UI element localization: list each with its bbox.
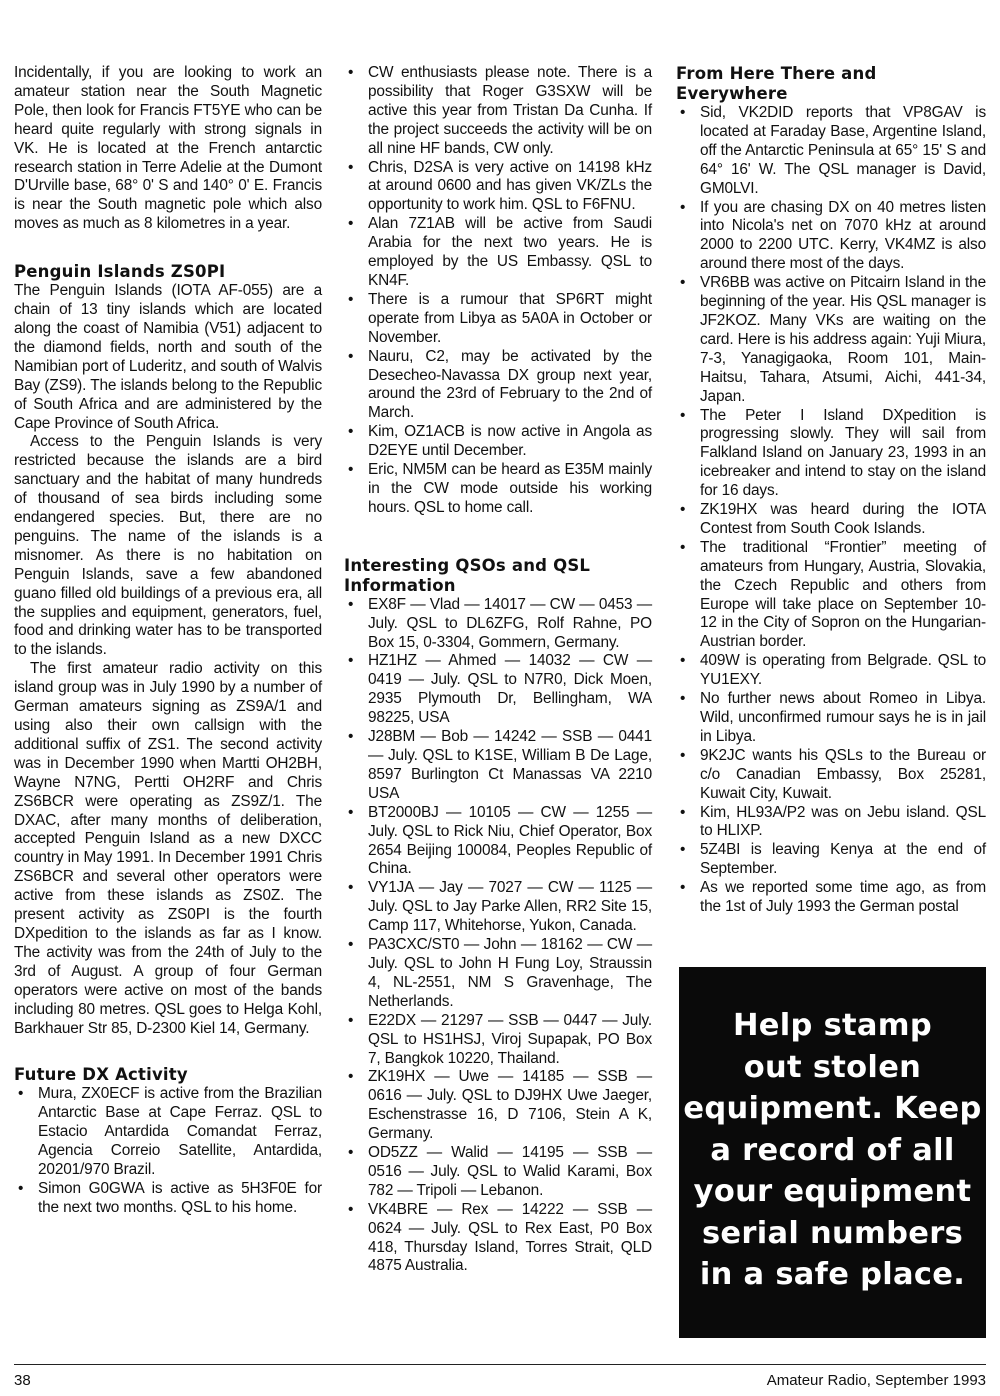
list-item: • No further news about Romeo in Libya. Wild, unconfirmed rumour says he is in jail in Libya. (676, 690, 986, 747)
list-item: • 5Z4BI is leaving Kenya at the end of September. (676, 841, 986, 879)
equipment-ad-box (679, 967, 986, 1338)
penguin-paragraph-3: The first amateur radio activity on this island group was in July 1990 by a number of German amateurs signing as ZS9A/1 and using also their own callsign with the additional suffix of ZS1. The second activity was in December 1990 when Martti OH2BH, Wayne N7NG, Pertti OH2RF and Chris ZS6BCR were operating as ZS9Z/1. The DXAC, after many months of deliberation, accepted Penguin Island as a new DXCC country in May 1991. In December 1991 Chris ZS6BCR and several other operators were active from these islands as ZS0Z. The present activity as ZS0PI is the fourth DXpedition to the islands as far as I know. The activity was from the 24th of July to the 3rd of August. A group of four German operators were active on most of the bands including 80 metres. QSL goes to Helga Kohl, Barkhauer Str 85, D-2300 Kiel 14, Germany. (14, 660, 322, 1037)
list-item: • BT2000BJ — 10105 — CW — 1255 — July. QSL to Rick Niu, Chief Operator, Box 2654 Beijing 100084, Peoples Republic of China. (344, 804, 652, 880)
everywhere-list (676, 104, 986, 917)
list-item: • OD5ZZ — Walid — 14195 — SSB — 0516 — July. QSL to Walid Karami, Box 782 — Tripoli — Lebanon. (344, 1144, 652, 1201)
list-item: • EX8F — Vlad — 14017 — CW — 0453 — July. QSL to DL6ZFG, Rolf Rahne, PO Box 15, 0-3304, Gommern, Germany. (344, 596, 652, 653)
ad-line: equipment. Keep (683, 1091, 982, 1126)
everywhere-heading-line-2: Everywhere (676, 84, 788, 103)
list-item: • VR6BB was active on Pitcairn Island in the beginning of the year. His QSL manager is JF2KOZ. Many VKs are waiting on the card. Here is his address again: Yuji Miura, 7-3, Yanagigaoka, Room 101, Main-Haitsu, Tahara, Atsumi, Aichi, 441-34, Japan. (676, 274, 986, 406)
penguin-paragraph-2: Access to the Penguin Islands is very restricted because the islands are a bird sanctuary and the habitat of many hundreds of thousand of sea birds including some endangered species. But, there are no penguins. The name of the islands is a misnomer. As there is no habitation on Penguin Islands, save a few abandoned guano filled old buildings of a previous era, all the supplies and equipment, generators, fuel, food and drinking water has to be transported to the islands. (14, 433, 322, 659)
list-item: • Alan 7Z1AB will be active from Saudi Arabia for the next two years. He is employed by the US Embassy. QSL to KN4F. (344, 215, 652, 291)
publication-title: Amateur Radio, September 1993 (766, 1372, 986, 1389)
everywhere-heading (676, 64, 986, 104)
qso-heading-line-2: Information (344, 575, 456, 595)
future-heading: Future DX Activity (14, 1065, 188, 1085)
list-item: • Simon G0GWA is active as 5H3F0E for the next two months. QSL to his home. (14, 1180, 322, 1218)
list-item: • CW enthusiasts please note. There is a possibility that Roger G3SXW will be active this year from Tristan Da Cunha. If the project succeeds the activity will be on all nine HF bands, CW only. (344, 64, 652, 159)
list-item: • VY1JA — Jay — 7027 — CW — 1125 — July. QSL to Jay Parke Allen, RR2 Site 15, Camp 117, Whitehorse, Yukon, Canada. (344, 879, 652, 936)
list-item: • Chris, D2SA is very active on 14198 kHz at around 0600 and has given VK/ZLs the opportunity to work him. QSL to F6FNU. (344, 159, 652, 216)
list-item: • As we reported some time ago, as from the 1st of July 1993 the German postal (676, 879, 986, 917)
list-item: • ZK19HX was heard during the IOTA Contest from South Cook Islands. (676, 501, 986, 539)
ad-line: a record of all (710, 1132, 955, 1168)
ad-line: in a safe place. (699, 1257, 966, 1292)
list-item: • There is a rumour that SP6RT might operate from Libya as 5A0A in October or November. (344, 291, 652, 348)
footer-rule (14, 1364, 986, 1365)
intro-paragraph: Incidentally, if you are looking to work an amateur station near the South Magnetic Pole, then look for Francis FT5YE who can be heard quite regularly with strong signals in VK. He is located at the French antarctic research station in Terre Adelie at the Dumont D'Urville base, 68° 0' S and 140° 0' E. Francis is near the South magnetic pole which also moves as much as 8 kilometres in a year. (14, 64, 322, 233)
ad-line: Help stamp (732, 1008, 933, 1043)
list-item: • 409W is operating from Belgrade. QSL to YU1EXY. (676, 652, 986, 690)
penguin-paragraph-1: The Penguin Islands (IOTA AF-055) are a chain of 13 tiny islands which are located along the coast of Namibia (V51) adjacent to the diamond fields, north and south of the Namibian port of Luderitz, and south of Walvis Bay (ZS9). The islands belong to the Republic of South Africa and are administered by the Cape Province of South Africa. (14, 282, 322, 432)
qso-heading-line-1: Interesting QSOs and QSL (344, 555, 591, 575)
list-item: • The traditional “Frontier” meeting of amateurs from Hungary, Austria, Slovakia, the Czech Republic and others from Europe will take place on September 10-12 in the City of Sopron on the Hungarian-Austrian border. (676, 539, 986, 652)
list-item: • ZK19HX — Uwe — 14185 — SSB — 0616 — July. QSL to DJ9HX Uwe Jaeger, Eschenstrasse 16, D 7106, Stein A K, Germany. (344, 1068, 652, 1144)
list-item: • 9K2JC wants his QSLs to the Bureau or c/o Canadian Embassy, Box 25281, Kuwait City, Kuwait. (676, 747, 986, 804)
page-number: 38 (14, 1372, 31, 1389)
future-list (14, 1085, 322, 1217)
list-item: • The Peter I Island DXpedition is progressing slowly. They will sail from Falkland Island on January 23, 1993 in an icebreaker and intend to stay on the island for 16 days. (676, 407, 986, 502)
list-item: • Eric, NM5M can be heard as E35M mainly in the CW mode outside his working hours. QSL to home call. (344, 461, 652, 518)
qso-heading (344, 556, 652, 596)
list-item: • HZ1HZ — Ahmed — 14032 — CW — 0419 — July. QSL to N7R0, Dick Moen, 2935 Plymouth Dr, Bellingham, WA 98225, USA (344, 652, 652, 728)
column-1 (14, 64, 322, 1218)
list-item: • E22DX — 21297 — SSB — 0447 — July. QSL to HS1HSJ, Viroj Supapak, PO Box 7, Bangkok 10220, Thailand. (344, 1012, 652, 1069)
qso-list (344, 596, 652, 1277)
column-2 (344, 64, 652, 1276)
everywhere-heading-line-1: From Here There and (676, 64, 877, 83)
ad-line: your equipment (693, 1174, 972, 1209)
list-item: • Sid, VK2DID reports that VP8GAV is located at Faraday Base, Argentine Island, off the Antarctic Peninsula at 65° 15' S and 64° 16' W. The QSL manager is David, GM0LVI. (676, 104, 986, 199)
column-3 (676, 64, 986, 917)
list-item: • VK4BRE — Rex — 14222 — SSB — 0624 — July. QSL to Rex East, P0 Box 418, Thursday Island, Torres Strait, QLD 4875 Australia. (344, 1201, 652, 1277)
list-item: • PA3CXC/ST0 — John — 18162 — CW — July. QSL to John H Fung Loy, Straussin 4, NL-2551, NM S Gravenhage, The Netherlands. (344, 936, 652, 1012)
list-item: • Nauru, C2, may be activated by the Desecheo-Navassa DX group next year, around the 23rd of February to the 2nd of March. (344, 348, 652, 424)
ad-line: out stolen (743, 1049, 922, 1085)
news-list (344, 64, 652, 518)
list-item: • If you are chasing DX on 40 metres listen into Nicola's net on 7070 kHz at around 2000 to 2200 UTC. Kerry, VK4MZ is also around there most of the days. (676, 199, 986, 275)
penguin-heading: Penguin Islands ZS0PI (14, 262, 226, 282)
list-item: • J28BM — Bob — 14242 — SSB — 0441 — July. QSL to K1SE, William B De Lage, 8597 Burlington Ct Manassas VA 2210 USA (344, 728, 652, 804)
list-item: • Kim, OZ1ACB is now active in Angola as D2EYE until December. (344, 423, 652, 461)
ad-line: serial numbers (701, 1215, 964, 1251)
list-item: • Kim, HL93A/P2 was on Jebu island. QSL to HLIXP. (676, 804, 986, 842)
list-item: • Mura, ZX0ECF is active from the Brazilian Antarctic Base at Cape Ferraz. QSL to Estacio Antardida Comandat Ferraz, Agencia Correio Satellite, Antardida, 20201/970 Brazil. (14, 1085, 322, 1180)
